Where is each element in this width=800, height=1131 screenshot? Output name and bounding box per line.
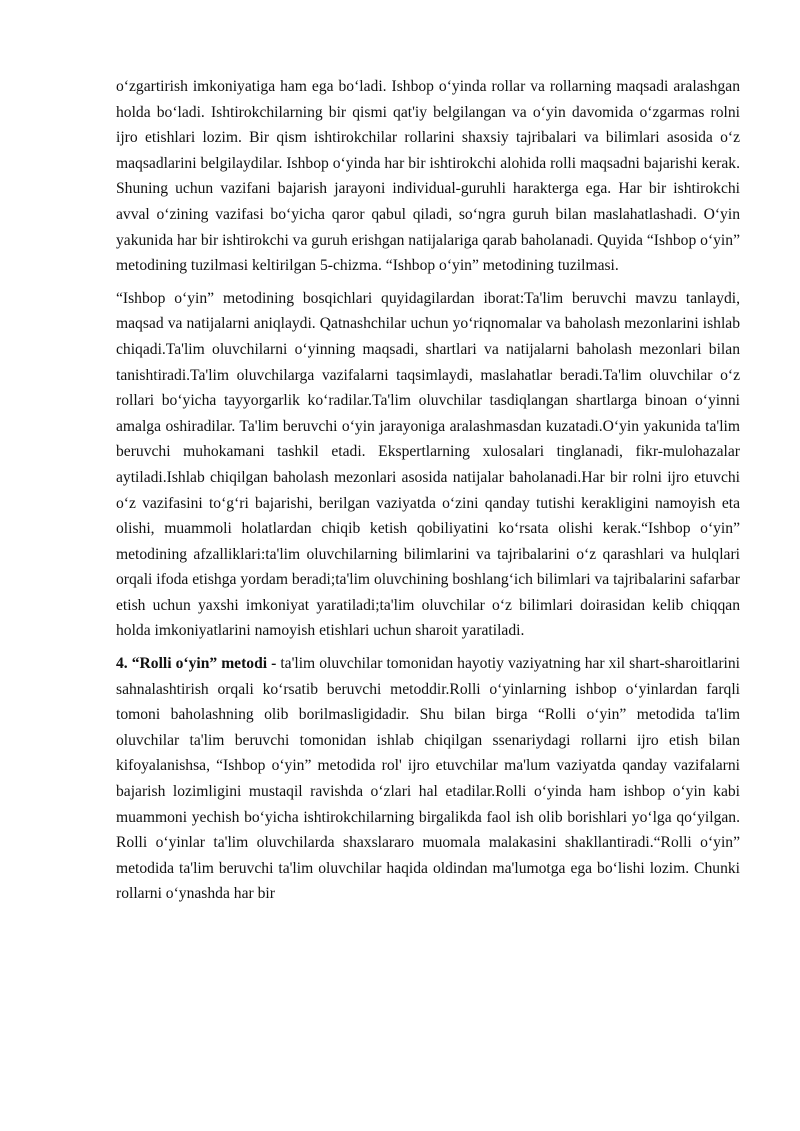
paragraph-1: o‘zgartirish imkoniyatiga ham ega bo‘ladi. Ishbop o‘yinda rollar va rollarning maqsadi aralashgan holda bo‘ladi. Ishtirokchilarning bir qismi qat'iy belgilangan va o‘yin davomida o‘zgarmas rolni ijro etishlari lozim. Bir qism ishtirokchilar rollarini shaxsiy tajribalari va bilimlari asosida o‘z maqsadlarini belgilaydilar. Ishbop o‘yinda har bir ishtirokchi alohida rolli maqsadni bajarishi kerak. Shuning uchun vazifani bajarish jarayoni individual-guruhli harakterga ega. Har bir ishtirokchi avval o‘zining vazifasi bo‘yicha qaror qabul qiladi, so‘ngra guruh bilan maslahatlashadi. O‘yin yakunida har bir ishtirokchi va guruh erishgan natijalariga qarab baholanadi. Quyida “Ishbop o‘yin” metodining tuzilmasi keltirilgan 5-chizma. “Ishbop o‘yin” metodining tuzilmasi.	[116, 78, 740, 275]
section-body: ta'lim oluvchilar tomonidan hayotiy vaziyatning har xil shart-sharoitlarini sahnalashtirish orqali ko‘rsatib beruvchi metoddir.Rolli o‘yinlarning ishbop o‘yinlardan farqli tomoni baholashning olib borilmasligidadir. Shu bilan birga “Rolli o‘yin” metodida ta'lim oluvchilar ta'lim beruvchi tomonidan ishlab chiqilgan ssenariydagi rollarni ijro etish bilan kifoyalanishsa, “Ishbop o‘yin” metodida rol' ijro etuvchilar ma'lum vaziyatda qanday vazifalarni bajarish lozimligini mustaqil ravishda o‘zlari hal etadilar.Rolli o‘yinda ham ishbop o‘yin kabi muammoni yechish bo‘yicha ishtirokchilarning birgalikda faol ish olib borishlari yo‘lga qo‘yilgan. Rolli o‘yinlar ta'lim oluvchilarda shaxslararo muomala malakasini shakllantiradi.“Rolli o‘yin” metodida ta'lim beruvchi ta'lim oluvchilar haqida oldindan ma'lumotga ega bo‘lishi lozim. Chunki rollarni o‘ynashda har bir	[116, 655, 740, 903]
document-page	[116, 74, 740, 907]
paragraph-2: “Ishbop o‘yin” metodining bosqichlari quyidagilardan iborat:Ta'lim beruvchi mavzu tanlaydi, maqsad va natijalarni aniqlaydi. Qatnashchilar uchun yo‘riqnomalar va baholash mezonlarini ishlab chiqadi.Ta'lim oluvchilarni o‘yinning maqsadi, shartlari va natijalarni baholash mezonlari bilan tanishtiradi.Ta'lim oluvchilarga vazifalarni taqsimlaydi, maslahatlar beradi.Ta'lim oluvchilar o‘z rollari bo‘yicha tayyorgarlik ko‘radilar.Ta'lim oluvchilar tasdiqlangan shartlarga binoan o‘yinni amalga oshiradilar. Ta'lim beruvchi o‘yin jarayoniga aralashmasdan kuzatadi.O‘yin yakunida ta'lim beruvchi muhokamani tashkil etadi. Ekspertlarning xulosalari tinglanadi, fikr-mulohazalar aytiladi.Ishlab chiqilgan baholash mezonlari asosida natijalar baholanadi.Har bir rolni ijro etuvchi o‘z vazifasini to‘g‘ri bajarishi, berilgan vaziyatda o‘zini qanday tutishi kerakligini namoyish eta olishi, muammoli holatlardan chiqib ketish qobiliyatini ko‘rsata olishi kerak.“Ishbop o‘yin” metodining afzalliklari:ta'lim oluvchilarning bilimlarini va tajribalarini o‘z qarashlari va hulqlari orqali ifoda etishga yordam beradi;ta'lim oluvchining boshlang‘ich bilimlari va tajribalarini safarbar etish uchun yaxshi imkoniyat yaratiladi;ta'lim oluvchilar o‘z bilimlari doirasidan kelib chiqqan holda imkoniyatlarini namoyish etishlari uchun sharoit yaratiladi.	[116, 289, 740, 640]
section-heading: 4. “Rolli o‘yin” metodi -	[116, 655, 277, 673]
paragraph-3	[116, 651, 740, 907]
